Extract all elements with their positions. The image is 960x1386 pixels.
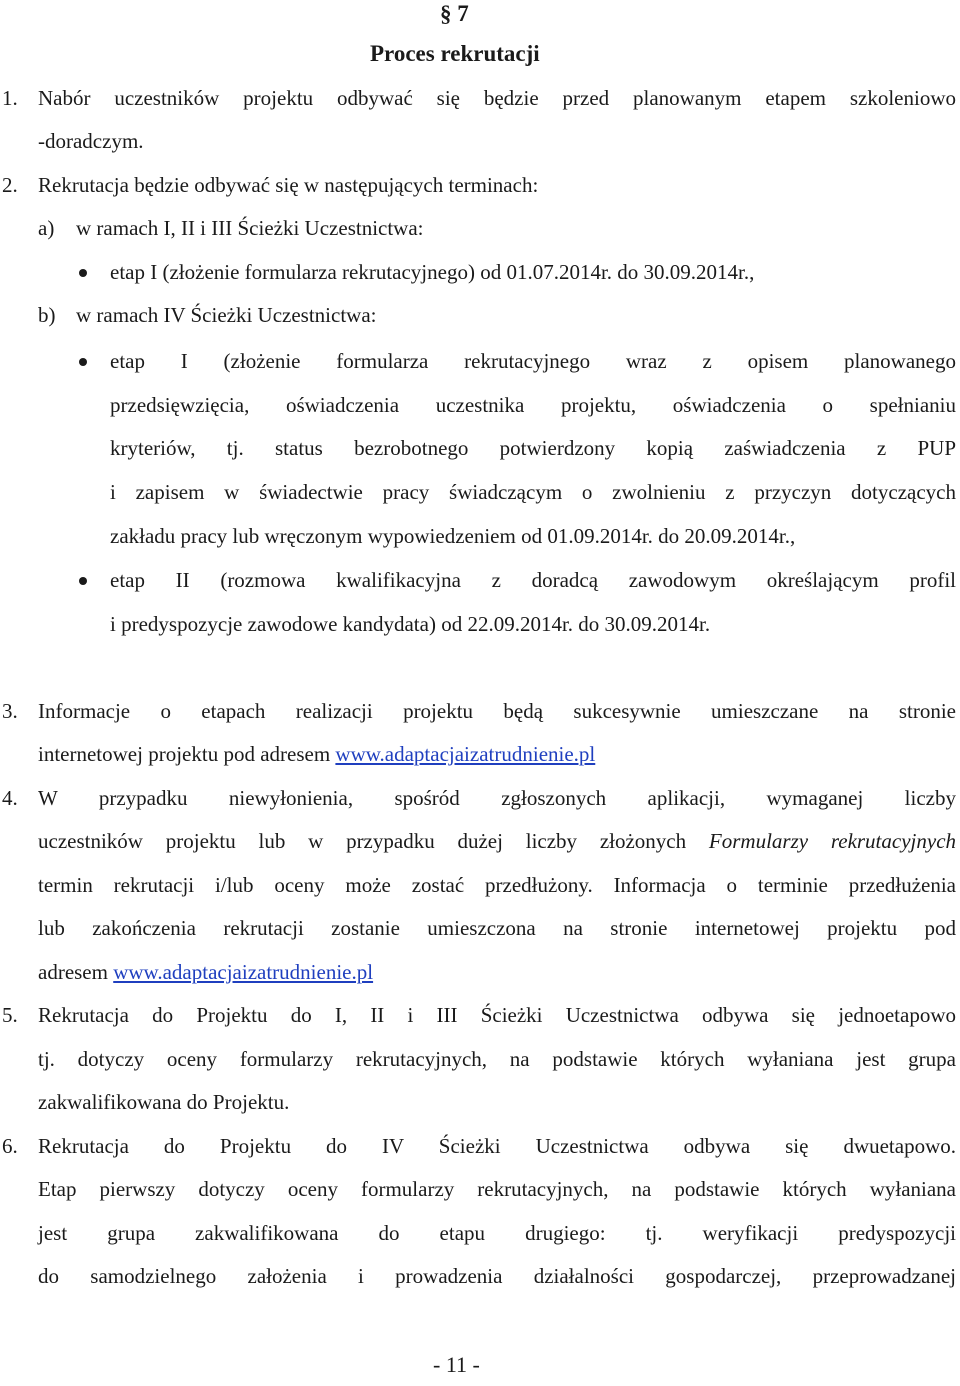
item-2b-bullet-2-line-2: i predyspozycje zawodowe kandydata) od 22.09.2014r. do 30.09.2014r. [110, 612, 711, 636]
item-4-line-3: termin rekrutacji i/lub oceny może zostać przedłużony. Informacja o terminie przedłużenia [38, 873, 956, 897]
item-5-line-3: zakwalifikowana do Projektu. [38, 1090, 290, 1114]
item-6-line-1: Rekrutacja do Projektu do IV Ścieżki Uczestnictwa odbywa się dwuetapowo. [38, 1134, 956, 1158]
item-4-line-4: lub zakończenia rekrutacji zostanie umieszczona na stronie internetowej projektu pod [38, 916, 956, 940]
item-2a-label: a) [38, 216, 55, 240]
item-4-line-1: W przypadku niewyłonienia, spośród zgłoszonych aplikacji, wymaganej liczby [38, 786, 956, 810]
bullet-icon [79, 358, 87, 366]
item-3-line-1: Informacje o etapach realizacji projektu będą sukcesywnie umieszczane na stronie [38, 699, 956, 723]
item-6-line-4: do samodzielnego założenia i prowadzenia działalności gospodarczej, przeprowadzanej [38, 1264, 956, 1288]
item-4-line-2-italic: Formularzy rekrutacyjnych [708, 829, 957, 853]
item-number-6: 6. [2, 1134, 18, 1158]
project-website-link[interactable]: www.adaptacjaizatrudnienie.pl [335, 742, 596, 766]
item-6-line-3: jest grupa zakwalifikowana do etapu drugiego: tj. weryfikacji predyspozycji [38, 1221, 956, 1245]
item-1-line-2: -doradczym. [38, 129, 144, 153]
item-4-line-5 [38, 962, 373, 983]
item-6-line-2: Etap pierwszy dotyczy oceny formularzy rekrutacyjnych, na podstawie których wyłaniana [38, 1177, 956, 1201]
item-2a-line-1: w ramach I, II i III Ścieżki Uczestnictwa: [76, 216, 424, 240]
item-3-line-2-text: internetowej projektu pod adresem [38, 742, 336, 766]
item-2a-bullet-1: etap I (złożenie formularza rekrutacyjnego) od 01.07.2014r. do 30.09.2014r., [110, 260, 755, 284]
item-number-3: 3. [2, 699, 18, 723]
item-number-2: 2. [2, 173, 18, 197]
item-1-line-1: Nabór uczestników projektu odbywać się będzie przed planowanym etapem szkoleniowo [38, 86, 956, 110]
section-title: Proces rekrutacji [370, 41, 540, 66]
item-5-line-1: Rekrutacja do Projektu do I, II i III Ścieżki Uczestnictwa odbywa się jednoetapowo [38, 1003, 956, 1027]
item-4-line-2-text: uczestników projektu lub w przypadku dużej liczby złożonych [38, 829, 709, 853]
item-2b-bullet-1-line-3: kryteriów, tj. status bezrobotnego potwierdzony kopią zaświadczenia z PUP [110, 436, 956, 460]
item-4-line-2 [38, 831, 956, 852]
bullet-icon [79, 577, 87, 585]
item-number-4: 4. [2, 786, 18, 810]
item-2b-line-1: w ramach IV Ścieżki Uczestnictwa: [76, 303, 377, 327]
bullet-icon [79, 269, 87, 277]
project-website-link[interactable]: www.adaptacjaizatrudnienie.pl [113, 960, 374, 984]
item-2b-label: b) [38, 303, 56, 327]
item-2b-bullet-1-line-4: i zapisem w świadectwie pracy świadczącym o zwolnieniu z przyczyn dotyczących [110, 480, 956, 504]
item-number-1: 1. [2, 86, 18, 110]
item-2b-bullet-1-line-2: przedsięwzięcia, oświadczenia uczestnika projektu, oświadczenia o spełnianiu [110, 393, 956, 417]
page-number: - 11 - [433, 1352, 480, 1377]
item-3-line-2 [38, 744, 595, 765]
item-number-5: 5. [2, 1003, 18, 1027]
item-2b-bullet-1-line-5: zakładu pracy lub wręczonym wypowiedzeniem od 01.09.2014r. do 20.09.2014r., [110, 524, 796, 548]
item-2b-bullet-1-line-1: etap I (złożenie formularza rekrutacyjnego wraz z opisem planowanego [110, 349, 956, 373]
item-2-line-1: Rekrutacja będzie odbywać się w następujących terminach: [38, 173, 539, 197]
item-5-line-2: tj. dotyczy oceny formularzy rekrutacyjnych, na podstawie których wyłaniana jest grupa [38, 1047, 956, 1071]
section-number: § 7 [440, 1, 469, 26]
item-4-line-5-text: adresem [38, 960, 114, 984]
item-2b-bullet-2-line-1: etap II (rozmowa kwalifikacyjna z doradcą zawodowym określającym profil [110, 568, 956, 592]
